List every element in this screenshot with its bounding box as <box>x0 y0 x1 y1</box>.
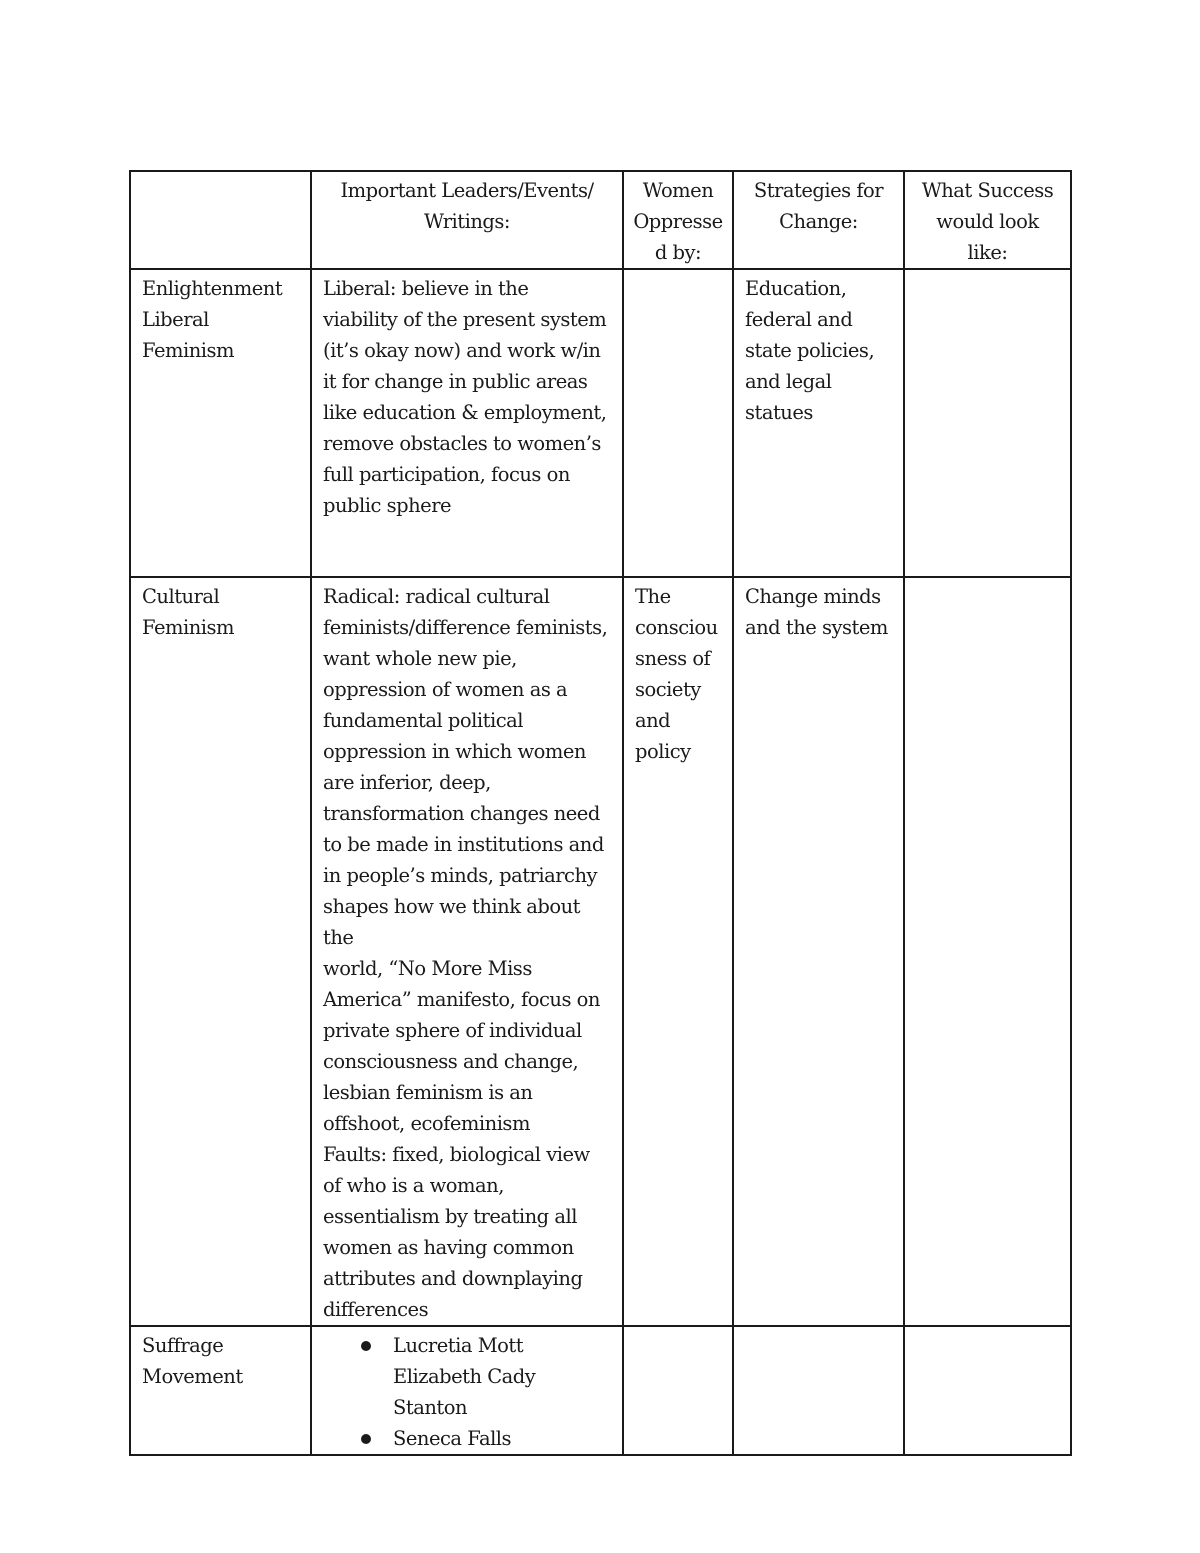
table-row <box>130 577 1071 1326</box>
list-item <box>323 1423 612 1454</box>
list-item <box>323 1330 612 1423</box>
list-item-text: Seneca Falls <box>393 1427 512 1450</box>
bullet-icon <box>361 1341 371 1351</box>
oppressed-by-cell <box>623 1326 733 1455</box>
row-label-cell: Enlightenment Liberal Feminism <box>130 269 311 577</box>
row-label-cell: Cultural Feminism <box>130 577 311 1326</box>
success-cell <box>904 1326 1071 1455</box>
leaders-cell: Radical: radical cultural feminists/difference feminists, want whole new pie, oppression of women as a fundamental political oppression in which women are inferior, deep, transformation changes need to be made in institutions and in people’s minds, patriarchy shapes how we think about the world, “No More Miss America” manifesto, focus on private sphere of individual consciousness and change, lesbian feminism is an offshoot, ecofeminism Faults: fixed, biological view of who is a woman, essentialism by treating all women as having common attributes and downplaying differences <box>311 577 623 1326</box>
leaders-cell: Liberal: believe in the viability of the present system (it’s okay now) and work w/in it for change in public areas like education & employment, remove obstacles to women’s full participation, focus on public sphere <box>311 269 623 577</box>
leaders-bullet-list <box>323 1330 612 1454</box>
header-cell-success: What Success would look like: <box>904 171 1071 269</box>
header-cell-oppressed-by: Women Oppresse d by: <box>623 171 733 269</box>
oppressed-by-cell: The consciou sness of society and policy <box>623 577 733 1326</box>
success-cell <box>904 577 1071 1326</box>
strategies-cell: Education, federal and state policies, and legal statues <box>733 269 904 577</box>
bullet-icon <box>361 1434 371 1444</box>
table-row <box>130 1326 1071 1455</box>
header-cell-strategies: Strategies for Change: <box>733 171 904 269</box>
header-cell-blank <box>130 171 311 269</box>
oppressed-by-cell <box>623 269 733 577</box>
row-label-cell: Suffrage Movement <box>130 1326 311 1455</box>
success-cell <box>904 269 1071 577</box>
feminism-comparison-table <box>129 170 1072 1456</box>
header-cell-leaders: Important Leaders/Events/ Writings: <box>311 171 623 269</box>
leaders-cell <box>311 1326 623 1455</box>
list-item-text: Lucretia Mott Elizabeth Cady Stanton <box>393 1334 536 1419</box>
table-row <box>130 269 1071 577</box>
strategies-cell <box>733 1326 904 1455</box>
table-header-row <box>130 171 1071 269</box>
strategies-cell: Change minds and the system <box>733 577 904 1326</box>
